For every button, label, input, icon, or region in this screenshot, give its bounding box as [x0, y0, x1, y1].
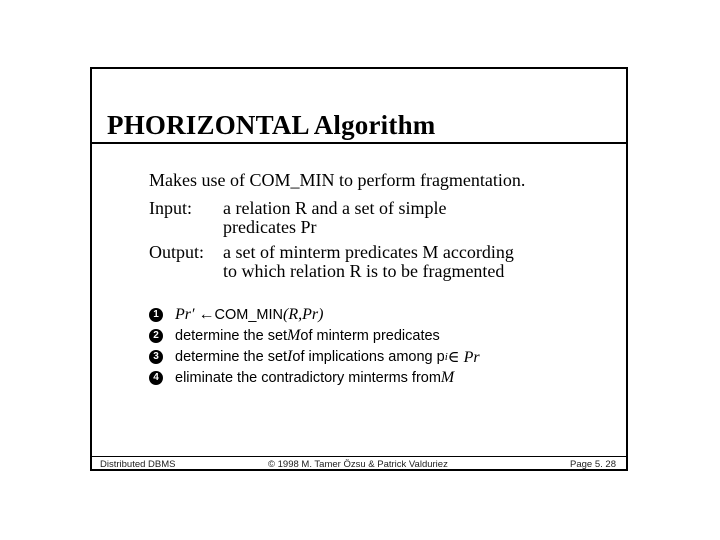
slide — [90, 67, 628, 471]
intro-text: Makes use of COM_MIN to perform fragmentation. — [149, 170, 526, 190]
output-label: Output: — [149, 242, 205, 262]
step-1-text-c: (R,Pr) — [282, 305, 324, 323]
step-3-subscript: i — [444, 350, 448, 363]
title-divider — [92, 142, 626, 144]
step-1-text-a: Pr′ ← — [175, 305, 215, 323]
step-1-text-b: COM_MIN — [214, 306, 283, 323]
step-2-text-b: M — [287, 326, 301, 344]
output-line-2: to which relation R is to be fragmented — [223, 261, 505, 281]
step-1 — [149, 304, 480, 325]
step-number-1: 1 — [149, 308, 163, 322]
step-4-text-a: eliminate the contradictory minterms from — [175, 369, 441, 386]
step-4-text-b: M — [440, 368, 455, 386]
input-line-2: predicates Pr — [223, 217, 317, 237]
step-3 — [149, 346, 480, 367]
footer-left: Distributed DBMS — [100, 459, 176, 470]
input-label: Input: — [149, 198, 192, 218]
step-3-text-b: I — [287, 347, 293, 365]
step-number-4: 4 — [149, 371, 163, 385]
step-2-text-c: of minterm predicates — [300, 327, 440, 344]
step-2-text-a: determine the set — [175, 327, 288, 344]
step-3-text-c: of implications among p — [292, 348, 445, 365]
input-line-1: a relation R and a set of simple — [223, 198, 447, 218]
step-3-text-a: determine the set — [175, 348, 288, 365]
footer-divider — [92, 456, 626, 457]
step-number-3: 3 — [149, 350, 163, 364]
output-line-1: a set of minterm predicates M according — [223, 242, 514, 262]
step-2 — [149, 325, 480, 346]
step-4 — [149, 367, 480, 388]
step-3-text-e: ∈ Pr — [447, 348, 480, 366]
step-number-2: 2 — [149, 329, 163, 343]
algorithm-steps — [149, 304, 480, 388]
footer-page-number: Page 5. 28 — [570, 459, 616, 470]
footer-center: © 1998 M. Tamer Özsu & Patrick Valduriez — [268, 459, 448, 470]
slide-title: PHORIZONTAL Algorithm — [107, 110, 436, 140]
